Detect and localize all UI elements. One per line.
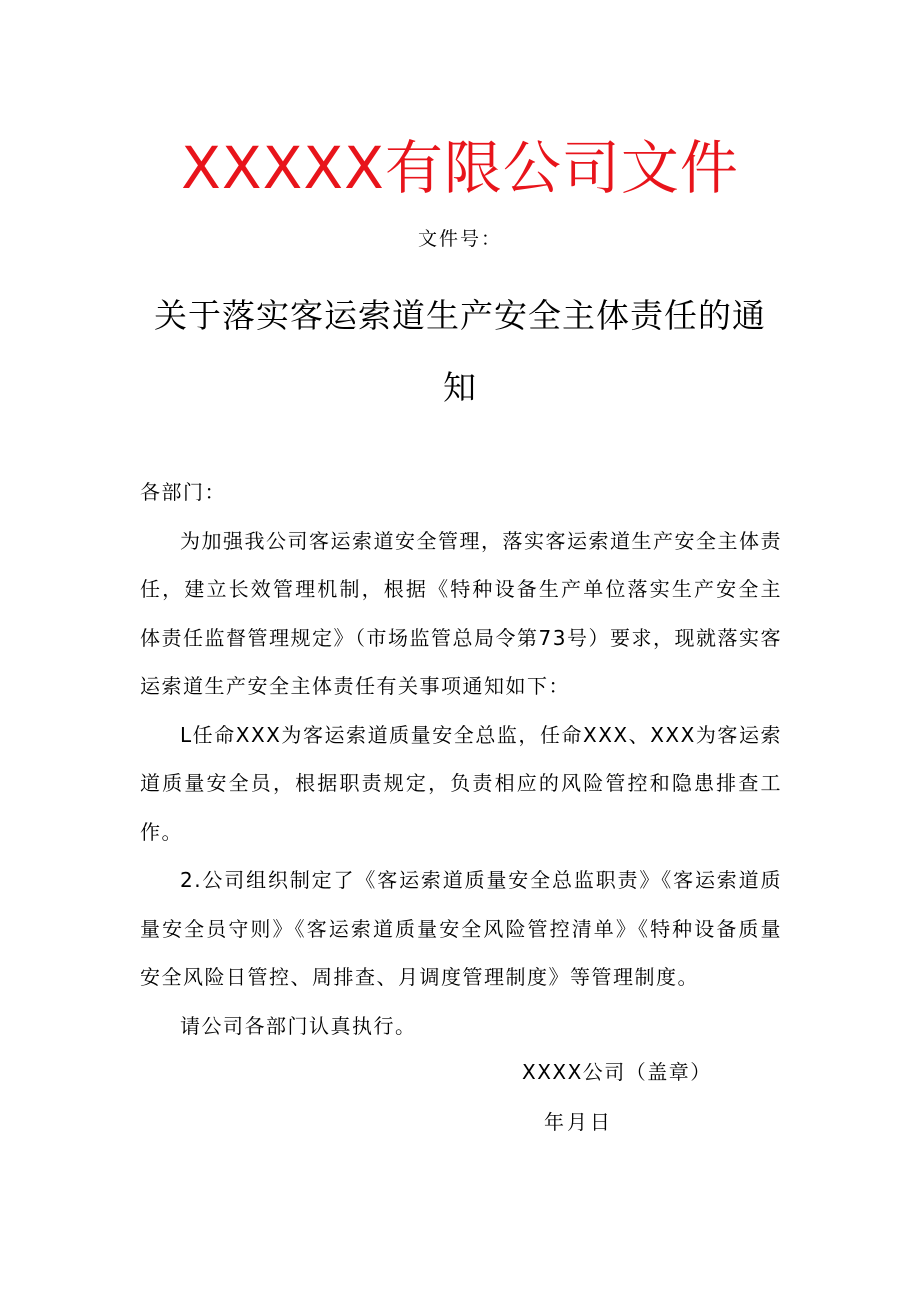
document-header-title: XXXXX有限公司文件 — [181, 134, 739, 202]
closing-paragraph: 请公司各部门认真执行。 — [180, 1013, 417, 1038]
notice-title-line-2: 知 — [443, 368, 477, 407]
document-number-label: 文件号： — [417, 228, 502, 250]
notice-title — [140, 280, 780, 424]
item-1-paragraph: L任命XXX为客运索道质量安全总监，任命XXX、XXX为客运索道质量安全员，根据职责规定，负责相应的风险管控和隐患排查工作。 — [140, 722, 782, 844]
item-2-paragraph: 2.公司组织制定了《客运索道质量安全总监职责》《客运索道质量安全员守则》《客运索道质量安全风险管控清单》《特种设备质量安全风险日管控、周排查、月调度管理制度》等管理制度。 — [140, 868, 782, 989]
notice-title-line-1: 关于落实客运索道生产安全主体责任的通 — [154, 296, 766, 335]
signature-line: XXXX公司（盖章） — [522, 1060, 712, 1084]
notice-body — [140, 468, 782, 1050]
salutation: 各部门： — [140, 480, 226, 504]
intro-paragraph: 为加强我公司客运索道安全管理，落实客运索道生产安全主体责任，建立长效管理机制，根据《特种设备生产单位落实生产安全主体责任监督管理规定》（市场监管总局令第73号）要求，现就落实客运索道生产安全主体责任有关事项通知如下： — [140, 528, 782, 698]
date-line: 年月日 — [544, 1110, 613, 1134]
